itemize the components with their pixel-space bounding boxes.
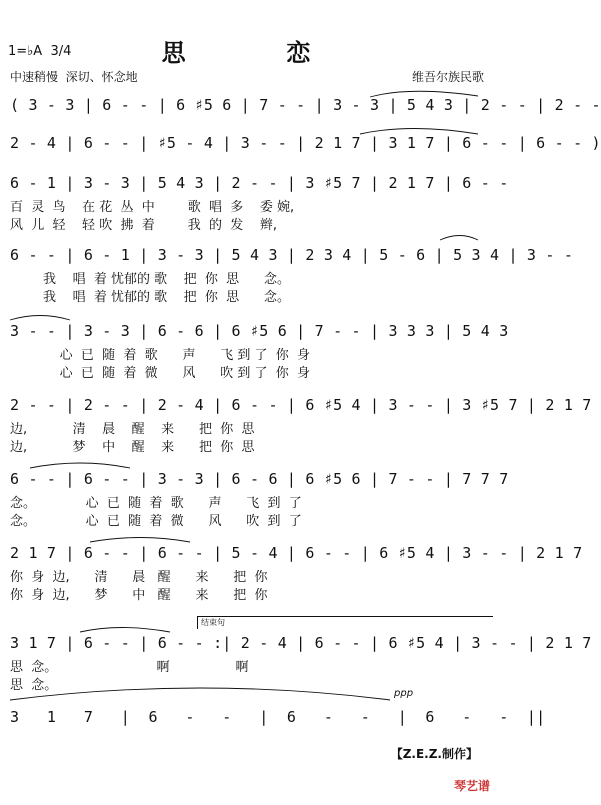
lyric-line-8b: 你 身 边, 梦 中 醒 来 把 你 (10, 588, 268, 603)
slur-arc (370, 91, 478, 97)
score-line-1-notes: ( 3 - 3 | 6 - - | 6 ♯5 6 | 7 - - | 3 - 3 | 5 4 3 | 2 - - | 2 - - (10, 96, 601, 114)
slur-arc (360, 129, 478, 135)
score-line-9-notes: 3 1 7 | 6 - - | 6 - - :| 2 - 4 | 6 - - | 6 ♯5 4 | 3 - - | 2 1 7 (10, 634, 592, 652)
lyric-line-7a: 念。 心 已 随 着 歌 声 飞 到 了 (10, 496, 302, 511)
score-line-7-notes: 6 - - | 6 - - | 3 - 3 | 6 - 6 | 6 ♯5 6 | 7 - - | 7 7 7 (10, 470, 509, 488)
score-line-4-notes: 6 - - | 6 - 1 | 3 - 3 | 5 4 3 | 2 3 4 | 5 - 6 | 5 3 4 | 3 - - (10, 246, 574, 264)
score-line-5-notes: 3 - - | 3 - 3 | 6 - 6 | 6 ♯5 6 | 7 - - | 3 3 3 | 5 4 3 (10, 322, 509, 340)
slur-arc (440, 236, 478, 241)
slur-arc (30, 463, 130, 468)
lyric-line-5a: 心 已 随 着 歌 声 飞 到 了 你 身 (10, 348, 311, 363)
composer: 维吾尔族民歌 (411, 70, 484, 84)
score-line-3-notes: 6 - 1 | 3 - 3 | 5 4 3 | 2 - - | 3 ♯5 7 | 2 1 7 | 6 - - (10, 174, 509, 192)
lyric-line-5b: 心 已 随 着 微 风 吹 到 了 你 身 (10, 366, 311, 381)
lyric-line-4b: 我 唱 着 忧郁的 歌 把 你 思 念。 (10, 290, 290, 305)
lyric-line-7b: 念。 心 已 随 着 微 风 吹 到 了 (10, 514, 302, 529)
dynamic-marking: ppp (394, 688, 414, 699)
lyric-line-3a: 百 灵 鸟 在 花 丛 中 歌 唱 多 委 婉, (10, 200, 295, 215)
slur-arc (80, 628, 170, 633)
lyric-line-6a: 边, 清 晨 醒 来 把 你 思 (10, 422, 255, 437)
slur-arc (10, 688, 390, 700)
slur-arc (10, 316, 70, 321)
page-title: 思 恋 (161, 38, 339, 67)
key-signature: 1=♭A 3/4 (8, 44, 72, 59)
lyric-line-8a: 你 身 边, 清 晨 醒 来 把 你 (10, 570, 268, 585)
lyric-line-9b: 思 念。 (10, 678, 58, 693)
score-line-6-notes: 2 - - | 2 - - | 2 - 4 | 6 - - | 6 ♯5 4 | 3 - - | 3 ♯5 7 | 2 1 7 (10, 396, 592, 414)
tempo-marking: 中速稍慢 深切、怀念地 (10, 70, 138, 84)
lyric-line-6b: 边, 梦 中 醒 来 把 你 思 (10, 440, 255, 455)
lyric-line-4a: 我 唱 着 忧郁的 歌 把 你 思 念。 (10, 272, 290, 287)
lyric-line-3b: 风 儿 轻 轻 吹 拂 着 我 的 发 辫, (10, 218, 277, 233)
watermark-logo: 琴艺谱 (453, 779, 490, 793)
lyric-line-9a: 思 念。 啊 啊 (10, 660, 249, 675)
score-line-2-notes: 2 - 4 | 6 - - | ♯5 - 4 | 3 - - | 2 1 7 | 3 1 7 | 6 - - | 6 - - ) (10, 134, 601, 152)
score-line-8-notes: 2 1 7 | 6 - - | 6 - - | 5 - 4 | 6 - - | 6 ♯5 4 | 3 - - | 2 1 7 (10, 544, 583, 562)
credit: 【Z.E.Z.制作】 (390, 747, 478, 761)
slur-arc (90, 538, 190, 543)
score-line-10-notes: 3 1 7 | 6 - - | 6 - - | 6 - - || (10, 708, 546, 726)
ending-label: 结束句 (201, 618, 225, 627)
